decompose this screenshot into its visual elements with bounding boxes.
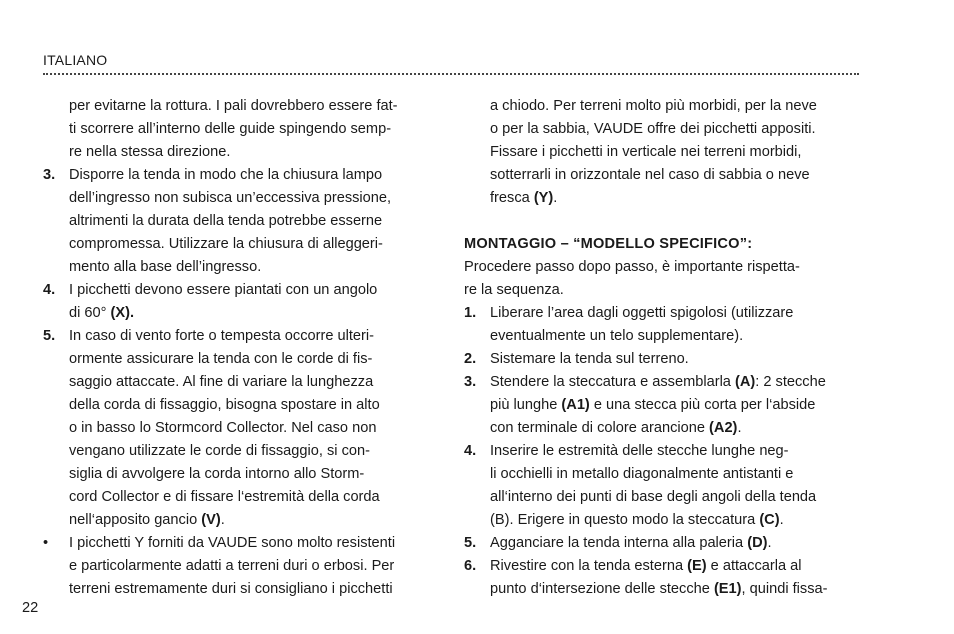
list-number: 6. [464, 558, 477, 574]
bullet-item [43, 532, 438, 601]
text-line: saggio attaccate. Al fine di variare la lunghezza [69, 374, 374, 390]
step-2 [464, 348, 862, 371]
text-line [490, 532, 862, 555]
text-line: Inserire le estremità delle stecche lunghe neg- [490, 443, 789, 459]
list-number: 4. [464, 443, 477, 459]
text-fragment: . [779, 512, 784, 528]
item-continuation [43, 95, 438, 164]
list-number: 1. [464, 305, 477, 321]
text-line: all‘interno dei punti di base degli angoli della tenda [490, 489, 817, 505]
text-line: mento alla base dell’ingresso. [69, 259, 262, 275]
step-1 [464, 302, 862, 348]
text-line: siglia di avvolgere la corda intorno allo Storm- [69, 466, 365, 482]
text-fragment: e attaccarla al [706, 558, 802, 574]
text-fragment: fresca [490, 190, 530, 206]
text-line [490, 394, 862, 417]
text-line: eventualmente un telo supplementare). [490, 328, 744, 344]
step-6 [464, 555, 862, 601]
paragraph-spacer [464, 210, 862, 233]
text-line [490, 417, 862, 440]
figure-reference: (A) [735, 374, 756, 390]
text-fragment: . [220, 512, 225, 528]
text-fragment: . [737, 420, 742, 436]
text-fragment: e una stecca più corta per l‘abside [589, 397, 816, 413]
text-fragment: . [553, 190, 558, 206]
text-line: per evitarne la rottura. I pali dovrebbero essere fat- [69, 98, 398, 114]
text-line [69, 302, 438, 325]
text-fragment: : 2 stecche [755, 374, 826, 390]
text-line: re la sequenza. [464, 282, 564, 298]
section-language-label: ITALIANO [43, 52, 108, 68]
text-fragment: nell‘apposito gancio [69, 512, 198, 528]
text-line: dell’ingresso non subisca un’eccessiva pressione, [69, 190, 392, 206]
text-fragment: Agganciare la tenda interna alla paleria [490, 535, 744, 551]
step-3 [464, 371, 862, 440]
step-4 [464, 440, 862, 532]
text-fragment: , quindi fissa- [741, 581, 828, 597]
list-number: 3. [43, 167, 56, 183]
list-item-5 [43, 325, 438, 532]
text-line: o per la sabbia, VAUDE offre dei picchetti appositi. [490, 121, 816, 137]
text-line: compromessa. Utilizzare la chiusura di alleggeri- [69, 236, 383, 252]
text-line: vengano utilizzate le corde di fissaggio, si con- [69, 443, 370, 459]
text-line: In caso di vento forte o tempesta occorre ulteri- [69, 328, 374, 344]
list-number: 5. [464, 535, 477, 551]
step-5 [464, 532, 862, 555]
text-line: I picchetti Y forniti da VAUDE sono molto resistenti [69, 535, 396, 551]
text-line [490, 578, 862, 601]
page-number: 22 [22, 600, 39, 616]
text-line: Procedere passo dopo passo, è importante rispetta- [464, 259, 800, 275]
text-line: li occhielli in metallo diagonalmente antistanti e [490, 466, 794, 482]
figure-reference: (X). [110, 305, 135, 321]
text-fragment: . [767, 535, 772, 551]
dotted-divider [43, 73, 859, 75]
text-line: terreni estremamente duri si consigliano i picchetti [69, 581, 393, 597]
text-fragment: con terminale di colore arancione [490, 420, 705, 436]
text-line: I picchetti devono essere piantati con un angolo [69, 282, 378, 298]
section-heading: MONTAGGIO – “MODELLO SPECIFICO”: [464, 236, 753, 252]
list-item-3 [43, 164, 438, 279]
text-line [490, 509, 862, 532]
text-fragment: di 60° [69, 305, 107, 321]
text-line: altrimenti la durata della tenda potrebbe esserne [69, 213, 383, 229]
list-number: 3. [464, 374, 477, 390]
bullet-icon: • [43, 535, 49, 551]
text-fragment: Rivestire con la tenda esterna [490, 558, 684, 574]
text-fragment: (B). Erigere in questo modo la steccatura [490, 512, 756, 528]
text-line: re nella stessa direzione. [69, 144, 231, 160]
left-column [43, 95, 438, 601]
figure-reference: (A2) [709, 420, 738, 436]
figure-reference: (A1) [561, 397, 590, 413]
text-line: a chiodo. Per terreni molto più morbidi, per la neve [490, 98, 817, 114]
text-fragment: Stendere la steccatura e assemblarla [490, 374, 731, 390]
text-line: e particolarmente adatti a terreni duri o erbosi. Per [69, 558, 395, 574]
text-fragment: punto d‘intersezione delle stecche [490, 581, 710, 597]
text-line: Fissare i picchetti in verticale nei terreni morbidi, [490, 144, 802, 160]
figure-reference: (Y) [533, 190, 554, 206]
text-line [69, 509, 438, 532]
figure-reference: (C) [759, 512, 780, 528]
text-line: sotterrarli in orizzontale nel caso di sabbia o neve [490, 167, 810, 183]
bullet-continuation [464, 95, 862, 210]
intro-paragraph [464, 256, 862, 302]
figure-reference: (D) [747, 535, 768, 551]
figure-reference: (E) [687, 558, 707, 574]
list-number: 4. [43, 282, 56, 298]
right-column [464, 95, 862, 601]
text-line: della corda di fissaggio, bisogna spostare in alto [69, 397, 380, 413]
text-line [490, 555, 862, 578]
text-line: ti scorrere all’interno delle guide spingendo semp- [69, 121, 392, 137]
text-line: o in basso lo Stormcord Collector. Nel caso non [69, 420, 377, 436]
list-item-4 [43, 279, 438, 325]
figure-reference: (E1) [713, 581, 742, 597]
text-line: Liberare l’area dagli oggetti spigolosi (utilizzare [490, 305, 794, 321]
figure-reference: (V) [201, 512, 221, 528]
list-number: 5. [43, 328, 56, 344]
text-fragment: più lunghe [490, 397, 558, 413]
text-line: ormente assicurare la tenda con le corde di fis- [69, 351, 373, 367]
list-number: 2. [464, 351, 477, 367]
text-line: Sistemare la tenda sul terreno. [490, 351, 689, 367]
text-line [490, 371, 862, 394]
text-line: Disporre la tenda in modo che la chiusura lampo [69, 167, 383, 183]
text-line: cord Collector e di fissare l‘estremità della corda [69, 489, 380, 505]
text-line [490, 187, 862, 210]
